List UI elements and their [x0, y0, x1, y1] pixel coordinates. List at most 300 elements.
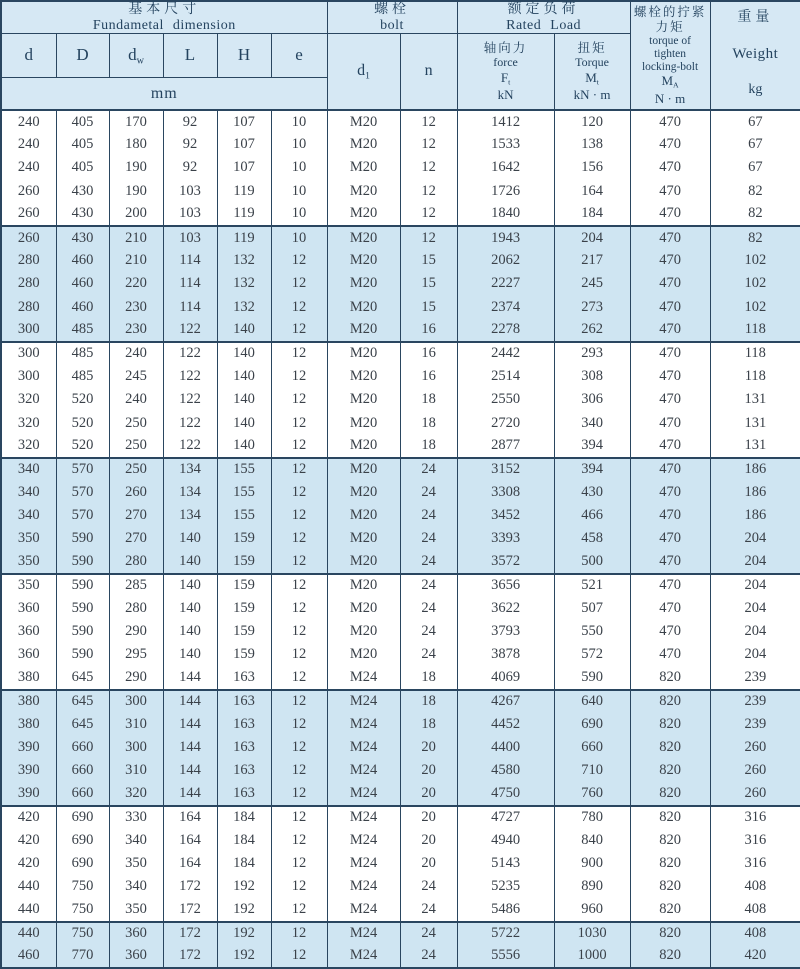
table-cell: 340	[554, 411, 630, 434]
table-cell: 102	[710, 272, 800, 295]
header-load-zh: 额定负荷	[507, 2, 580, 17]
table-cell: 5486	[457, 898, 554, 921]
table-cell: 122	[163, 388, 217, 411]
table-cell: 408	[710, 922, 800, 945]
weight-zh: 重量	[737, 10, 774, 25]
force-symbol-sub: t	[508, 77, 511, 87]
table-cell: 660	[56, 759, 109, 782]
table-cell: 24	[400, 574, 457, 597]
table-cell: 163	[217, 690, 271, 713]
table-cell: 470	[630, 388, 710, 411]
table-cell: 3622	[457, 597, 554, 620]
table-cell: 155	[217, 481, 271, 504]
table-cell: M24	[327, 806, 400, 829]
table-cell: 204	[710, 527, 800, 550]
table-cell: 360	[1, 620, 56, 643]
table-cell: 204	[554, 226, 630, 249]
table-row	[1, 643, 800, 666]
table-cell: 470	[630, 319, 710, 342]
table-cell: 12	[271, 875, 327, 898]
table-cell: 155	[217, 504, 271, 527]
table-cell: 92	[163, 110, 217, 133]
table-cell: 320	[1, 411, 56, 434]
tighten-unit: N · m	[654, 90, 686, 106]
table-row	[1, 504, 800, 527]
table-cell: 239	[710, 666, 800, 689]
table-cell: 350	[1, 574, 56, 597]
table-cell: 10	[271, 133, 327, 156]
table-cell: 521	[554, 574, 630, 597]
table-cell: 12	[271, 527, 327, 550]
table-cell: 164	[163, 806, 217, 829]
table-cell: 470	[630, 597, 710, 620]
table-cell: 217	[554, 249, 630, 272]
header-weight	[710, 1, 800, 110]
header-col-D	[56, 34, 109, 78]
table-cell: 12	[400, 180, 457, 203]
col-d-label: d	[24, 45, 33, 65]
table-cell: M20	[327, 411, 400, 434]
table-row	[1, 713, 800, 736]
table-cell: 12	[271, 435, 327, 458]
header-col-d1	[327, 34, 400, 110]
table-cell: 82	[710, 226, 800, 249]
table-cell: 470	[630, 411, 710, 434]
table-cell: 18	[400, 435, 457, 458]
table-cell: 300	[1, 342, 56, 365]
table-cell: 420	[1, 829, 56, 852]
table-cell: 20	[400, 759, 457, 782]
table-cell: 12	[271, 806, 327, 829]
table-cell: 270	[109, 527, 163, 550]
table-cell: 360	[109, 945, 163, 968]
table-cell: 408	[710, 875, 800, 898]
table-cell: 260	[710, 759, 800, 782]
header-bolt-zh: 螺栓	[374, 2, 411, 17]
table-cell: 118	[710, 342, 800, 365]
table-cell: 12	[271, 365, 327, 388]
header-bolt	[327, 1, 457, 34]
table-cell: 310	[109, 759, 163, 782]
table-cell: 4267	[457, 690, 554, 713]
table-cell: 2374	[457, 295, 554, 318]
table-cell: 12	[271, 759, 327, 782]
table-cell: M20	[327, 342, 400, 365]
tighten-symbol-sub: A	[673, 81, 679, 91]
table-cell: 20	[400, 829, 457, 852]
table-cell: M24	[327, 898, 400, 921]
torque-en: Torque	[575, 55, 609, 69]
table-cell: 140	[163, 643, 217, 666]
table-cell: 3572	[457, 551, 554, 574]
table-cell: M24	[327, 829, 400, 852]
table-cell: 645	[56, 690, 109, 713]
table-row	[1, 666, 800, 689]
table-cell: 140	[217, 319, 271, 342]
table-cell: 4069	[457, 666, 554, 689]
table-cell: 820	[630, 945, 710, 968]
table-cell: 470	[630, 156, 710, 179]
table-cell: 485	[56, 319, 109, 342]
table-cell: 660	[56, 782, 109, 805]
table-cell: 12	[400, 156, 457, 179]
table-cell: 3152	[457, 458, 554, 481]
table-cell: 5143	[457, 852, 554, 875]
table-cell: 200	[109, 203, 163, 226]
table-cell: M24	[327, 875, 400, 898]
table-cell: 1030	[554, 922, 630, 945]
table-cell: 470	[630, 435, 710, 458]
header-rated-load	[457, 1, 630, 34]
table-cell: 134	[163, 504, 217, 527]
table-cell: 67	[710, 156, 800, 179]
table-cell: 144	[163, 666, 217, 689]
table-cell: 350	[1, 527, 56, 550]
table-cell: 140	[163, 574, 217, 597]
table-cell: 24	[400, 504, 457, 527]
table-cell: 12	[271, 620, 327, 643]
table-cell: 460	[56, 249, 109, 272]
table-cell: 280	[1, 295, 56, 318]
table-cell: M20	[327, 295, 400, 318]
table-cell: M20	[327, 110, 400, 133]
table-cell: 159	[217, 620, 271, 643]
table-row	[1, 226, 800, 249]
table-cell: 159	[217, 574, 271, 597]
table-cell: 204	[710, 551, 800, 574]
table-cell: 184	[554, 203, 630, 226]
table-cell: 470	[630, 226, 710, 249]
table-cell: 12	[271, 597, 327, 620]
table-cell: 140	[217, 435, 271, 458]
table-cell: 192	[217, 945, 271, 968]
table-cell: 430	[56, 226, 109, 249]
table-cell: M24	[327, 713, 400, 736]
table-cell: 134	[163, 481, 217, 504]
table-row	[1, 411, 800, 434]
torque-symbol	[585, 70, 599, 87]
table-cell: 460	[56, 295, 109, 318]
table-cell: 405	[56, 110, 109, 133]
table-cell: 260	[1, 226, 56, 249]
force-symbol	[501, 70, 510, 87]
table-cell: 220	[109, 272, 163, 295]
torque-symbol-sub: t	[596, 77, 599, 87]
torque-symbol-base: M	[585, 69, 597, 85]
table-cell: 12	[271, 736, 327, 759]
table-cell: 164	[163, 852, 217, 875]
table-cell: 12	[271, 388, 327, 411]
table-row	[1, 690, 800, 713]
table-cell: 380	[1, 666, 56, 689]
table-row	[1, 736, 800, 759]
table-cell: 820	[630, 713, 710, 736]
table-cell: 134	[163, 458, 217, 481]
header-tighten-torque	[630, 1, 710, 110]
table-cell: 131	[710, 411, 800, 434]
table-cell: 18	[400, 713, 457, 736]
table-cell: 118	[710, 365, 800, 388]
table-cell: 1840	[457, 203, 554, 226]
table-cell: M24	[327, 782, 400, 805]
table-row	[1, 829, 800, 852]
table-cell: 140	[217, 342, 271, 365]
table-cell: 240	[109, 342, 163, 365]
table-cell: 5235	[457, 875, 554, 898]
table-cell: 67	[710, 110, 800, 133]
table-cell: M20	[327, 435, 400, 458]
col-D-label: D	[76, 45, 89, 65]
table-cell: 590	[56, 574, 109, 597]
table-cell: 114	[163, 295, 217, 318]
table-cell: 164	[554, 180, 630, 203]
table-cell: 2720	[457, 411, 554, 434]
table-cell: 159	[217, 527, 271, 550]
table-cell: 138	[554, 133, 630, 156]
table-cell: 430	[56, 180, 109, 203]
table-cell: 380	[1, 713, 56, 736]
table-cell: 890	[554, 875, 630, 898]
table-row	[1, 156, 800, 179]
table-cell: 460	[56, 272, 109, 295]
table-cell: M20	[327, 458, 400, 481]
table-cell: 140	[217, 365, 271, 388]
table-cell: 172	[163, 922, 217, 945]
table-cell: M24	[327, 666, 400, 689]
table-cell: 470	[630, 620, 710, 643]
table-cell: 12	[271, 782, 327, 805]
table-cell: 159	[217, 643, 271, 666]
table-cell: 12	[271, 643, 327, 666]
table-cell: 308	[554, 365, 630, 388]
table-cell: 420	[710, 945, 800, 968]
col-d1-label: d	[357, 62, 366, 80]
table-cell: 5556	[457, 945, 554, 968]
table-cell: 102	[710, 295, 800, 318]
table-cell: 273	[554, 295, 630, 318]
table-cell: 340	[1, 458, 56, 481]
table-cell: 18	[400, 666, 457, 689]
table-cell: 20	[400, 806, 457, 829]
table-cell: 18	[400, 388, 457, 411]
table-cell: 144	[163, 690, 217, 713]
table-cell: 2062	[457, 249, 554, 272]
header-col-H	[217, 34, 271, 78]
table-cell: 82	[710, 180, 800, 203]
table-cell: 350	[1, 551, 56, 574]
table-cell: 12	[271, 574, 327, 597]
table-cell: 24	[400, 945, 457, 968]
table-cell: 660	[554, 736, 630, 759]
table-cell: 690	[56, 829, 109, 852]
table-cell: 186	[710, 458, 800, 481]
table-cell: 394	[554, 458, 630, 481]
table-cell: 420	[1, 806, 56, 829]
table-cell: 420	[1, 852, 56, 875]
table-row	[1, 133, 800, 156]
table-cell: 144	[163, 736, 217, 759]
table-cell: 12	[400, 226, 457, 249]
table-cell: 690	[56, 852, 109, 875]
table-cell: 660	[56, 736, 109, 759]
table-cell: 10	[271, 226, 327, 249]
table-row	[1, 342, 800, 365]
table-cell: 250	[109, 458, 163, 481]
table-cell: 350	[109, 898, 163, 921]
table-cell: 590	[56, 551, 109, 574]
table-cell: 390	[1, 759, 56, 782]
table-cell: 190	[109, 156, 163, 179]
table-cell: 140	[163, 527, 217, 550]
table-cell: 10	[271, 110, 327, 133]
table-cell: 163	[217, 759, 271, 782]
table-cell: 316	[710, 829, 800, 852]
table-cell: 2550	[457, 388, 554, 411]
table-cell: 760	[554, 782, 630, 805]
table-cell: 144	[163, 759, 217, 782]
table-cell: 470	[630, 504, 710, 527]
col-n-label: n	[424, 62, 433, 80]
table-cell: 107	[217, 110, 271, 133]
table-cell: 507	[554, 597, 630, 620]
table-cell: 260	[1, 180, 56, 203]
table-cell: 186	[710, 481, 800, 504]
table-cell: 192	[217, 922, 271, 945]
table-cell: 590	[56, 597, 109, 620]
table-cell: 290	[109, 666, 163, 689]
table-cell: 300	[1, 319, 56, 342]
table-cell: 132	[217, 249, 271, 272]
table-cell: 4580	[457, 759, 554, 782]
table-cell: 190	[109, 180, 163, 203]
table-cell: 820	[630, 690, 710, 713]
table-row	[1, 295, 800, 318]
table-cell: 92	[163, 156, 217, 179]
table-cell: 820	[630, 782, 710, 805]
table-row	[1, 806, 800, 829]
table-cell: 960	[554, 898, 630, 921]
tighten-en-line3: locking-bolt	[641, 60, 699, 73]
table-cell: 114	[163, 249, 217, 272]
table-cell: 16	[400, 319, 457, 342]
table-row	[1, 435, 800, 458]
table-cell: 12	[271, 852, 327, 875]
table-cell: 12	[271, 945, 327, 968]
table-cell: 300	[109, 690, 163, 713]
table-cell: 15	[400, 295, 457, 318]
table-cell: M24	[327, 690, 400, 713]
table-cell: 285	[109, 574, 163, 597]
table-cell: 156	[554, 156, 630, 179]
table-row	[1, 898, 800, 921]
table-cell: 350	[109, 852, 163, 875]
table-cell: 122	[163, 342, 217, 365]
table-row	[1, 945, 800, 968]
table-cell: 172	[163, 945, 217, 968]
table-cell: 163	[217, 713, 271, 736]
table-cell: 140	[163, 597, 217, 620]
table-cell: 144	[163, 713, 217, 736]
table-cell: 4400	[457, 736, 554, 759]
table-cell: 260	[1, 203, 56, 226]
table-cell: 250	[109, 435, 163, 458]
table-cell: 1412	[457, 110, 554, 133]
table-row	[1, 782, 800, 805]
table-cell: 230	[109, 319, 163, 342]
table-cell: 590	[56, 643, 109, 666]
table-cell: 131	[710, 435, 800, 458]
table-cell: 192	[217, 875, 271, 898]
table-cell: 144	[163, 782, 217, 805]
table-cell: 119	[217, 180, 271, 203]
table-cell: 640	[554, 690, 630, 713]
table-cell: 300	[109, 736, 163, 759]
table-cell: 240	[109, 388, 163, 411]
table-cell: 466	[554, 504, 630, 527]
table-cell: 1726	[457, 180, 554, 203]
table-cell: M20	[327, 597, 400, 620]
table-cell: M20	[327, 249, 400, 272]
header-row-sections	[1, 1, 800, 34]
header-dims-zh: 基本尺寸	[128, 2, 201, 17]
table-cell: 2514	[457, 365, 554, 388]
header-col-n	[400, 34, 457, 110]
table-row	[1, 852, 800, 875]
table-cell: 122	[163, 435, 217, 458]
table-cell: 184	[217, 852, 271, 875]
tighten-en-line1: torque of	[649, 34, 691, 47]
table-cell: 140	[217, 388, 271, 411]
table-cell: 163	[217, 736, 271, 759]
table-cell: 24	[400, 551, 457, 574]
table-cell: 470	[630, 342, 710, 365]
table-row	[1, 620, 800, 643]
table-cell: 180	[109, 133, 163, 156]
table-cell: 262	[554, 319, 630, 342]
table-cell: 3793	[457, 620, 554, 643]
table-cell: 18	[400, 411, 457, 434]
table-cell: 470	[630, 527, 710, 550]
table-cell: 119	[217, 203, 271, 226]
table-cell: 1943	[457, 226, 554, 249]
force-unit: kN	[497, 86, 514, 102]
table-cell: 460	[1, 945, 56, 968]
table-cell: 239	[710, 690, 800, 713]
table-cell: 340	[1, 481, 56, 504]
header-col-axial-force	[457, 34, 554, 110]
table-cell: 3308	[457, 481, 554, 504]
table-cell: 310	[109, 713, 163, 736]
table-cell: 520	[56, 435, 109, 458]
table-cell: 360	[1, 643, 56, 666]
table-cell: 260	[710, 782, 800, 805]
header-bolt-en: bolt	[380, 18, 404, 34]
table-cell: 82	[710, 203, 800, 226]
table-cell: 2877	[457, 435, 554, 458]
table-cell: 590	[554, 666, 630, 689]
table-row	[1, 875, 800, 898]
table-cell: 67	[710, 133, 800, 156]
table-cell: 470	[630, 295, 710, 318]
table-cell: 280	[1, 249, 56, 272]
table-cell: 770	[56, 945, 109, 968]
table-cell: M20	[327, 620, 400, 643]
table-cell: 12	[271, 504, 327, 527]
table-cell: 300	[1, 365, 56, 388]
table-cell: 12	[271, 666, 327, 689]
table-cell: 172	[163, 898, 217, 921]
table-row	[1, 110, 800, 133]
